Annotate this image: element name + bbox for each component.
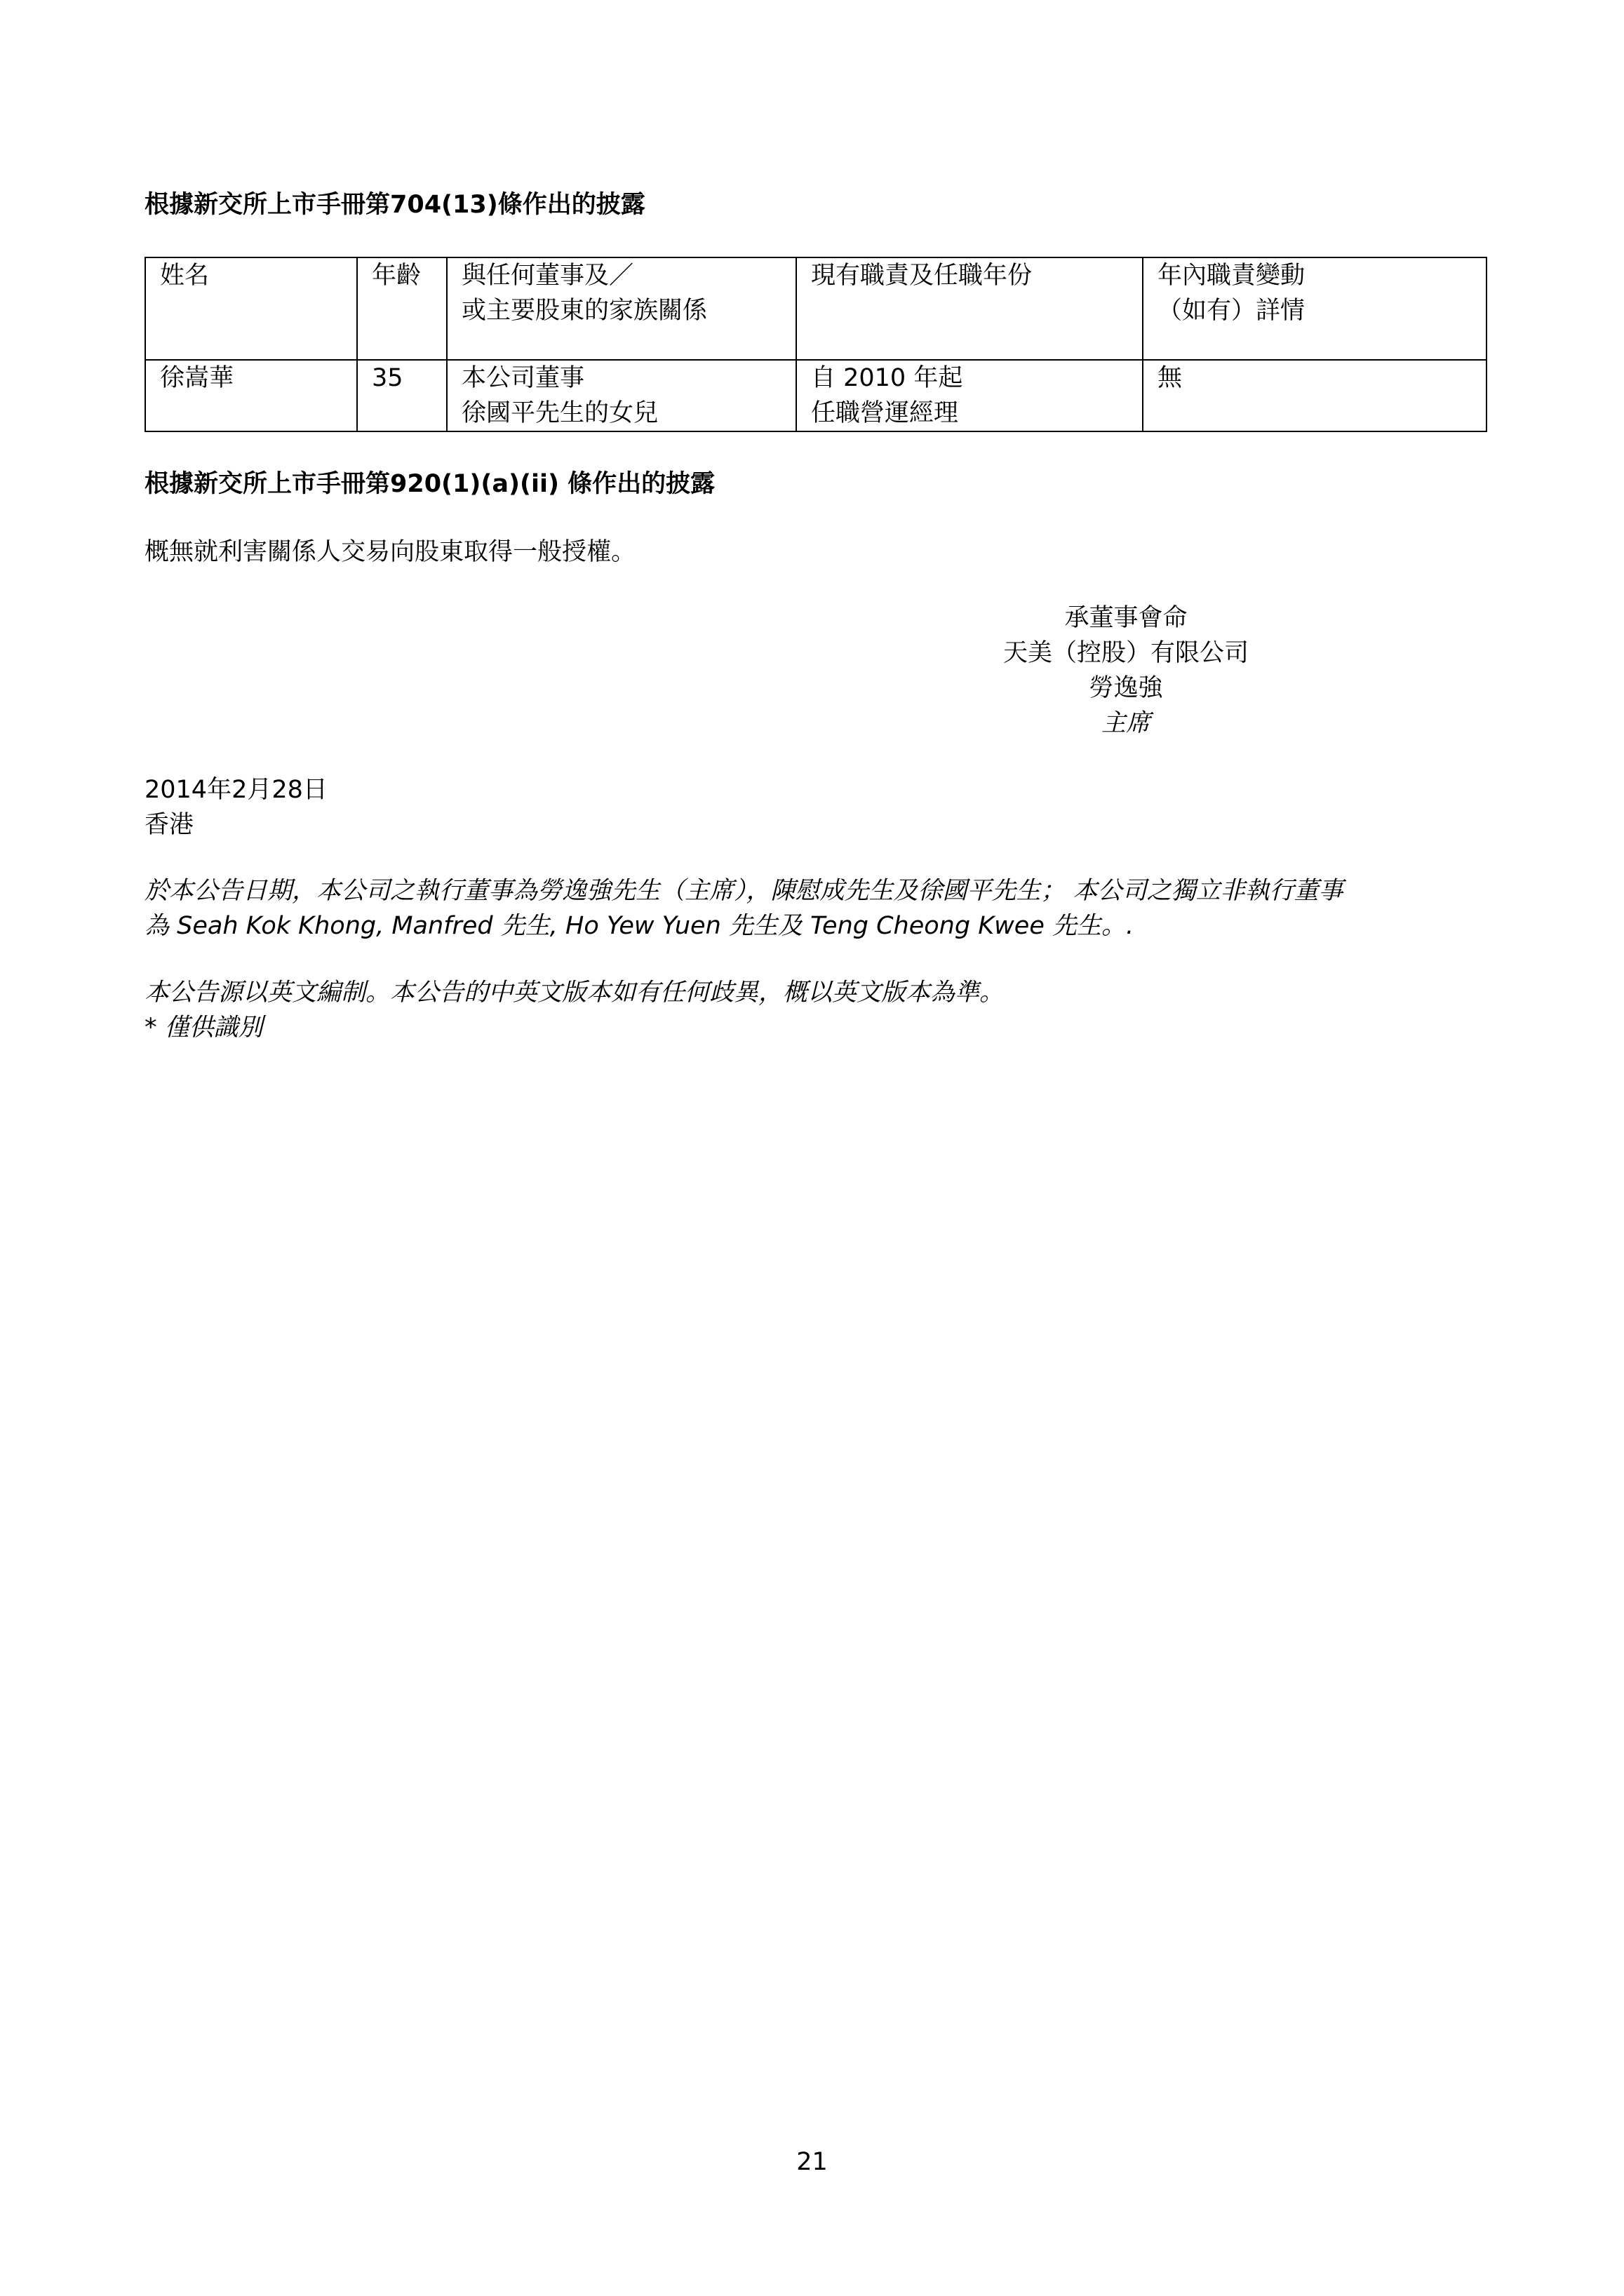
header-changes: 年內職責變動 （如有）詳情 xyxy=(1143,257,1487,360)
cell-position: 自 2010 年起 任職營運經理 xyxy=(796,360,1143,431)
header-position: 現有職責及任職年份 xyxy=(796,257,1143,360)
directors-note-line2: 為 Seah Kok Khong, Manfred 先生, Ho Yew Yuen 先生及 Teng Cheong Kwee 先生。. xyxy=(145,912,1134,940)
header-relationship: 與任何董事及／ 或主要股東的家族關係 xyxy=(447,257,796,360)
table-header-row xyxy=(145,257,1487,360)
date-place-block xyxy=(145,772,328,842)
directors-note xyxy=(145,873,1343,944)
language-note-line1: 本公告源以英文編制。本公告的中英文版本如有任何歧異，概以英文版本為準。 xyxy=(145,979,1005,1007)
directors-note-line1: 於本公告日期，本公司之執行董事為勞逸強先生（主席），陳慰成先生及徐國平先生； 本公司之獨立非執行董事 xyxy=(145,877,1343,905)
section-heading-920: 根據新交所上市手冊第920(1)(a)(ii) 條作出的披露 xyxy=(145,470,716,498)
cell-relationship: 本公司董事 徐國平先生的女兒 xyxy=(447,360,796,431)
disclosure-table xyxy=(145,257,1487,432)
signature-role: 主席 xyxy=(1101,709,1150,737)
language-note xyxy=(145,975,1004,1045)
signature-company: 天美（控股）有限公司 xyxy=(1002,639,1249,667)
date: 2014年2月28日 xyxy=(145,776,328,804)
header-age: 年齡 xyxy=(357,257,447,360)
cell-changes: 無 xyxy=(1143,360,1487,431)
table-row xyxy=(145,360,1487,431)
page-number: 21 xyxy=(796,2148,828,2176)
place: 香港 xyxy=(145,811,194,839)
identification-note: * 僅供識別 xyxy=(145,1014,263,1042)
general-mandate-statement: 概無就利害關係人交易向股東取得一般授權。 xyxy=(145,538,636,566)
cell-age: 35 xyxy=(357,360,447,431)
section-heading-704-13: 根據新交所上市手冊第704(13)條作出的披露 xyxy=(145,191,645,219)
signature-block xyxy=(912,600,1340,741)
signature-by-order: 承董事會命 xyxy=(1064,604,1188,632)
header-name: 姓名 xyxy=(145,257,357,360)
signature-person: 勞逸強 xyxy=(1089,674,1163,702)
cell-name: 徐嵩華 xyxy=(145,360,357,431)
